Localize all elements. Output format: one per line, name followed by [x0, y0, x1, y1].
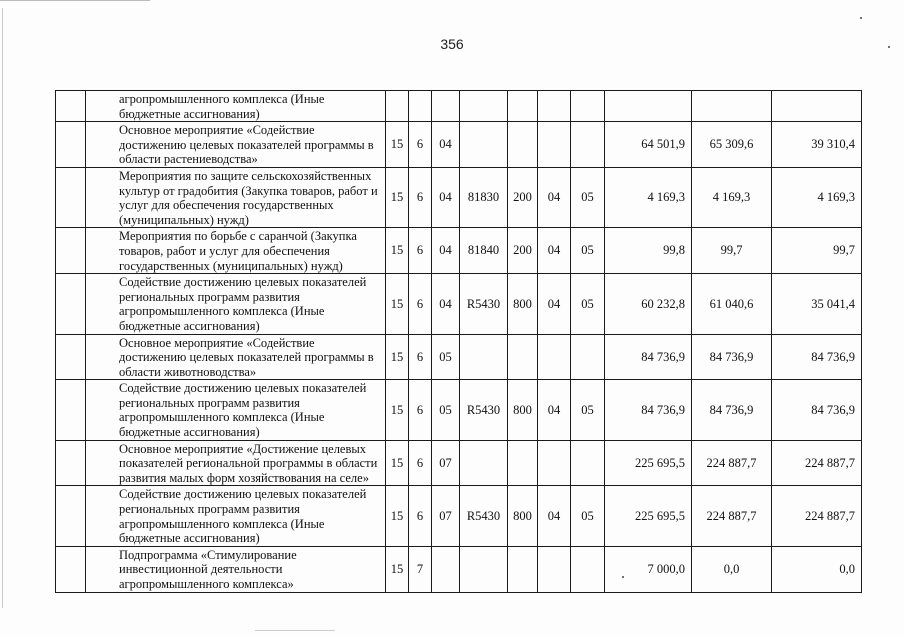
amount-year-2: 224 887,7: [692, 486, 772, 546]
budget-table-body: [56, 91, 862, 593]
code-gp: 15: [386, 122, 409, 168]
code-expense-type: 800: [508, 274, 538, 334]
code-gp: 15: [386, 228, 409, 274]
code-gp: [386, 91, 409, 122]
code-direction: R5430: [460, 274, 508, 334]
row-margin-cell: [56, 380, 86, 440]
amount-year-3: 99,7: [772, 228, 862, 274]
amount-year-2: 99,7: [692, 228, 772, 274]
amount-year-3: 4 169,3: [772, 167, 862, 227]
code-subsection: [571, 334, 605, 380]
table-row: [56, 91, 862, 122]
code-activity: 04: [432, 228, 460, 274]
amount-year-2: 4 169,3: [692, 167, 772, 227]
amount-year-3: 0,0: [772, 546, 862, 592]
code-section: [538, 122, 571, 168]
row-margin-cell: [56, 91, 86, 122]
row-description: Подпрограмма «Стимулирование инвестиционной деятельности агропромышленного комплекса»: [86, 546, 386, 592]
code-subprogram: 6: [409, 440, 432, 486]
row-description: Основное мероприятие «Содействие достижению целевых показателей программы в области животноводства»: [86, 334, 386, 380]
amount-year-3: 84 736,9: [772, 380, 862, 440]
code-subsection: [571, 91, 605, 122]
amount-year-3: 35 041,4: [772, 274, 862, 334]
code-activity: 04: [432, 122, 460, 168]
table-row: [56, 334, 862, 380]
code-section: 04: [538, 167, 571, 227]
code-subprogram: 6: [409, 486, 432, 546]
amount-year-1: 84 736,9: [605, 380, 692, 440]
code-subprogram: 6: [409, 380, 432, 440]
code-section: [538, 334, 571, 380]
code-direction: [460, 334, 508, 380]
code-subsection: [571, 122, 605, 168]
table-row: [56, 122, 862, 168]
code-gp: 15: [386, 440, 409, 486]
code-gp: 15: [386, 334, 409, 380]
budget-table: [55, 90, 862, 593]
amount-year-1: 4 169,3: [605, 167, 692, 227]
amount-year-3: 224 887,7: [772, 440, 862, 486]
code-activity: 05: [432, 334, 460, 380]
code-subprogram: 7: [409, 546, 432, 592]
row-description: Содействие достижению целевых показателей региональных программ развития агропромышленного комплекса (Иные бюджетные ассигнования): [86, 486, 386, 546]
code-direction: [460, 546, 508, 592]
code-subprogram: 6: [409, 167, 432, 227]
code-section: 04: [538, 228, 571, 274]
amount-year-2: [692, 91, 772, 122]
amount-year-1: 225 695,5: [605, 440, 692, 486]
code-direction: [460, 122, 508, 168]
code-expense-type: [508, 334, 538, 380]
amount-year-1: 60 232,8: [605, 274, 692, 334]
code-direction: R5430: [460, 380, 508, 440]
code-direction: [460, 440, 508, 486]
code-activity: 04: [432, 167, 460, 227]
code-subprogram: 6: [409, 274, 432, 334]
table-row: [56, 228, 862, 274]
row-description: агропромышленного комплекса (Иные бюджетные ассигнования): [86, 91, 386, 122]
code-expense-type: [508, 546, 538, 592]
row-description: Мероприятия по борьбе с саранчой (Закупка товаров, работ и услуг для обеспечения государственных (муниципальных) нужд): [86, 228, 386, 274]
code-gp: 15: [386, 486, 409, 546]
amount-year-3: 39 310,4: [772, 122, 862, 168]
code-subsection: 05: [571, 274, 605, 334]
code-direction: [460, 91, 508, 122]
amount-year-2: 224 887,7: [692, 440, 772, 486]
code-subsection: [571, 546, 605, 592]
row-description: Содействие достижению целевых показателей региональных программ развития агропромышленного комплекса (Иные бюджетные ассигнования): [86, 380, 386, 440]
code-subprogram: [409, 91, 432, 122]
amount-year-1: 225 695,5: [605, 486, 692, 546]
code-expense-type: [508, 440, 538, 486]
code-subprogram: 6: [409, 228, 432, 274]
amount-year-1: 7 000,0: [605, 546, 692, 592]
amount-year-2: 84 736,9: [692, 380, 772, 440]
row-description: Содействие достижению целевых показателей региональных программ развития агропромышленного комплекса (Иные бюджетные ассигнования): [86, 274, 386, 334]
code-subsection: 05: [571, 486, 605, 546]
row-margin-cell: [56, 440, 86, 486]
row-margin-cell: [56, 546, 86, 592]
row-description: Мероприятия по защите сельскохозяйственных культур от градобития (Закупка товаров, работ и услуг для обеспечения государственных (муниципальных) нужд): [86, 167, 386, 227]
amount-year-3: 84 736,9: [772, 334, 862, 380]
table-row: [56, 440, 862, 486]
code-gp: 15: [386, 380, 409, 440]
amount-year-1: 64 501,9: [605, 122, 692, 168]
code-activity: 07: [432, 486, 460, 546]
code-activity: 04: [432, 274, 460, 334]
row-description: Основное мероприятие «Достижение целевых показателей региональной программы в области развития малых форм хозяйствования на селе»: [86, 440, 386, 486]
code-expense-type: [508, 91, 538, 122]
page-number: 356: [440, 36, 464, 52]
code-gp: 15: [386, 167, 409, 227]
amount-year-1: [605, 91, 692, 122]
code-subsection: [571, 440, 605, 486]
row-margin-cell: [56, 486, 86, 546]
code-activity: 05: [432, 380, 460, 440]
table-row: [56, 486, 862, 546]
code-expense-type: [508, 122, 538, 168]
row-margin-cell: [56, 228, 86, 274]
code-subsection: 05: [571, 167, 605, 227]
code-section: 04: [538, 274, 571, 334]
amount-year-2: 0,0: [692, 546, 772, 592]
scan-artifact-top: [0, 0, 150, 1]
table-row: [56, 380, 862, 440]
code-section: 04: [538, 380, 571, 440]
code-section: [538, 546, 571, 592]
row-margin-cell: [56, 167, 86, 227]
code-direction: R5430: [460, 486, 508, 546]
code-activity: [432, 546, 460, 592]
code-expense-type: 800: [508, 380, 538, 440]
code-subsection: 05: [571, 380, 605, 440]
code-expense-type: 200: [508, 167, 538, 227]
code-activity: [432, 91, 460, 122]
scan-speck: [860, 17, 862, 19]
row-description: Основное мероприятие «Содействие достижению целевых показателей программы в области растениеводства»: [86, 122, 386, 168]
row-margin-cell: [56, 122, 86, 168]
code-gp: 15: [386, 546, 409, 592]
amount-year-3: 224 887,7: [772, 486, 862, 546]
table-row: [56, 274, 862, 334]
code-subprogram: 6: [409, 122, 432, 168]
code-section: 04: [538, 486, 571, 546]
amount-year-1: 99,8: [605, 228, 692, 274]
code-expense-type: 800: [508, 486, 538, 546]
code-subsection: 05: [571, 228, 605, 274]
code-section: [538, 440, 571, 486]
row-margin-cell: [56, 274, 86, 334]
amount-year-3: [772, 91, 862, 122]
table-row: [56, 546, 862, 592]
scan-artifact-bottom: [255, 630, 335, 631]
table-row: [56, 167, 862, 227]
amount-year-1: 84 736,9: [605, 334, 692, 380]
code-subprogram: 6: [409, 334, 432, 380]
amount-year-2: 84 736,9: [692, 334, 772, 380]
row-margin-cell: [56, 334, 86, 380]
code-direction: 81830: [460, 167, 508, 227]
code-activity: 07: [432, 440, 460, 486]
code-section: [538, 91, 571, 122]
amount-year-2: 61 040,6: [692, 274, 772, 334]
code-direction: 81840: [460, 228, 508, 274]
code-gp: 15: [386, 274, 409, 334]
scan-artifact-left: [2, 8, 3, 608]
code-expense-type: 200: [508, 228, 538, 274]
amount-year-2: 65 309,6: [692, 122, 772, 168]
